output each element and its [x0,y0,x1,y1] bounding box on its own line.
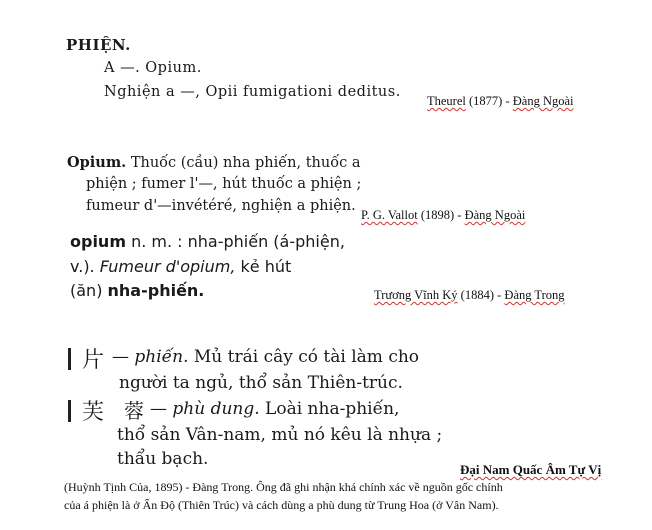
entry-2-dash: — [150,399,173,419]
dai-nam-entry-1 [112,347,419,367]
tvk-line-3-bold: nha-phiến. [107,281,205,300]
entry-1-dash: — [112,347,135,367]
cjk-char-phien: 片 [82,348,105,373]
entry-marker-2 [68,400,71,422]
tvk-caption [374,288,565,303]
tvk-line-2-b: kẻ hút [235,257,292,276]
dai-nam-caption: Đại Nam Quấc Âm Tự Vị [460,462,602,477]
dai-nam-entry-2-line-3: thẩu bạch. [117,449,209,469]
tvk-line-2-a: v.). [70,257,100,276]
entry-marker-1 [68,348,71,370]
theurel-line-1: A —. Opium. [104,60,202,76]
theurel-caption [427,94,574,109]
tvk-line-2-italic: Fumeur d'opium, [99,257,236,276]
caption-author: Trương Vĩnh Ký [374,288,458,302]
vallot-line-3: fumeur d'—invétéré, nghiện a phiện. [86,198,356,214]
vallot-line-1-text: Thuốc (cầu) nha phiến, thuốc a [126,155,361,171]
dai-nam-entry-2 [150,399,399,419]
caption-year: (1877) - [465,94,513,108]
entry-2-headword: phù dung. [172,399,260,419]
entry-1-headword: phiến. [134,347,189,367]
caption-region: Đàng Ngoài [464,208,526,222]
caption-region: Đàng Trong [504,288,565,302]
truong-vinh-ky-line-3 [70,281,204,300]
theurel-headword: PHIỆN. [66,36,131,54]
tvk-line-3-a: (ăn) [70,281,108,300]
caption-year: (1884) - [457,288,505,302]
theurel-line-2: Nghiện a —, Opii fumigationi deditus. [104,84,401,100]
truong-vinh-ky-line-1 [70,232,345,251]
caption-author: Theurel [427,94,466,108]
entry-2-text: Loài nha-phiến, [259,399,400,419]
vallot-line-2: phiện ; fumer l'—, hút thuốc a phiện ; [86,176,362,192]
dai-nam-note-line-1: (Huỳnh Tịnh Của, 1895) - Đàng Trong. Ông đã ghi nhận khá chính xác về nguồn gốc chính [64,480,503,494]
caption-region: Đàng Ngoài [512,94,574,108]
tvk-headword: opium [70,232,126,251]
vallot-headword: Opium. [67,154,127,171]
entry-1-text: Mủ trái cây có tài làm cho [188,347,420,367]
cjk-char-dung: 蓉 [124,399,144,423]
vallot-line-1 [67,154,360,171]
dai-nam-entry-2-line-2: thổ sản Vân-nam, mủ nó kêu là nhựa ; [117,425,443,445]
vallot-caption [361,208,525,223]
cjk-char-phu: 芙 [82,400,105,425]
truong-vinh-ky-line-2 [70,257,291,276]
caption-year: (1898) - [417,208,465,222]
dai-nam-entry-1-line-2: người ta ngủ, thổ sản Thiên-trúc. [119,373,403,393]
tvk-line-1-text: n. m. : nha-phiến (á-phiện, [126,232,345,251]
dai-nam-note-line-2: của á phiện là ở Ấn Độ (Thiên Trúc) và cách dùng a phù dung từ Trung Hoa (ở Vân Nam). [64,498,499,512]
caption-author: P. G. Vallot [361,208,418,222]
